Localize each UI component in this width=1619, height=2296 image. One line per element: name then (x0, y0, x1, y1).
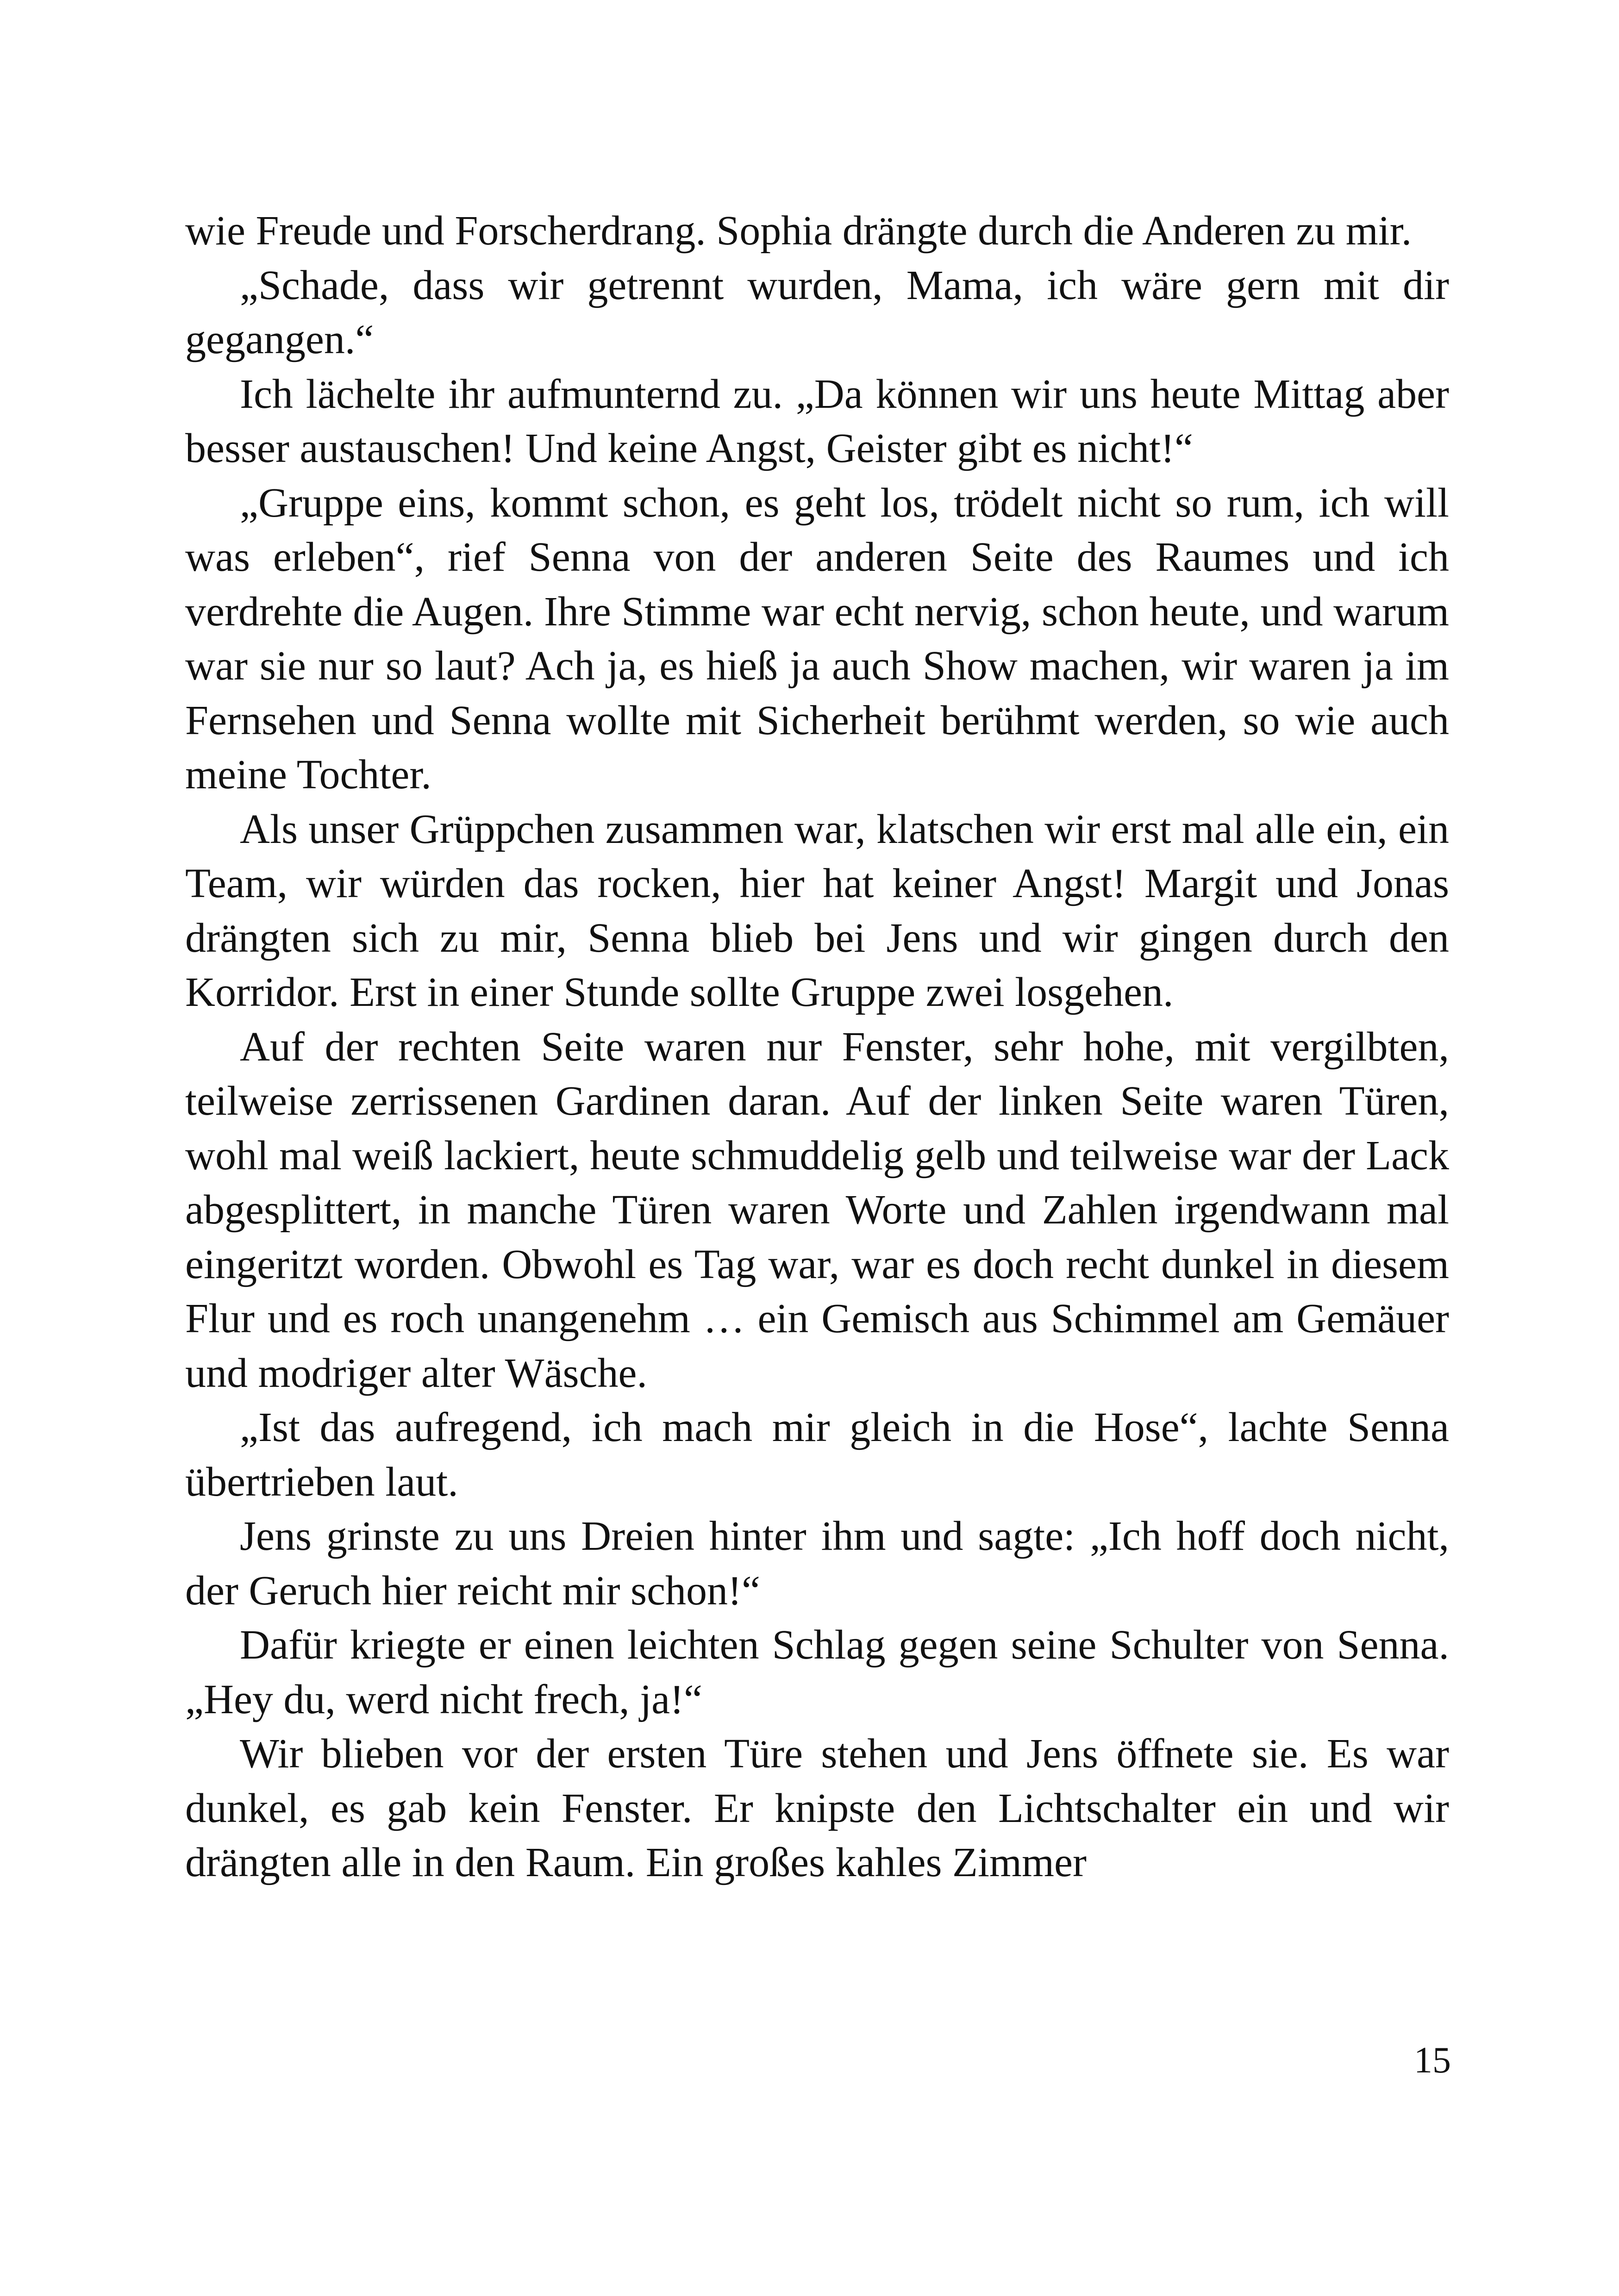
paragraph: Auf der rechten Seite waren nur Fenster, sehr hohe, mit vergilbten, teilweise zerrissenen Gardinen daran. Auf der linken Seite waren Türen, wohl mal weiß lackiert, heute schmuddelig gelb und teilweise war der Lack abgesplittert, in manche Türen waren Worte und Zahlen irgendwann mal eingeritzt worden. Obwohl es Tag war, war es doch recht dunkel in diesem Flur und es roch unangenehm … ein Gemisch aus Schimmel am Gemäuer und modriger alter Wäsche. (185, 1023, 1449, 1396)
paragraph: Wir blieben vor der ersten Türe stehen und Jens öffnete sie. Es war dunkel, es gab kein Fenster. Er knipste den Lichtschalter ein und wir drängten alle in den Raum. Ein großes kahles Zimmer (185, 1731, 1449, 1885)
body-text (185, 204, 1449, 1890)
paragraph: „Ist das aufregend, ich mach mir gleich in die Hose“, lachte Senna übertrieben laut. (185, 1404, 1449, 1505)
paragraph: „Gruppe eins, kommt schon, es geht los, trödelt nicht so rum, ich will was erleben“, rief Senna von der anderen Seite des Raumes und ich verdrehte die Augen. Ihre Stimme war echt nervig, schon heute, und warum war sie nur so laut? Ach ja, es hieß ja auch Show machen, wir waren ja im Fernsehen und Senna wollte mit Sicherheit berühmt werden, so wie auch meine Tochter. (185, 480, 1449, 798)
page-number: 15 (1414, 2040, 1451, 2081)
paragraph: Jens grinste zu uns Dreien hinter ihm und sagte: „Ich hoff doch nicht, der Geruch hier reicht mir schon!“ (185, 1513, 1449, 1614)
paragraph: Ich lächelte ihr aufmunternd zu. „Da können wir uns heute Mittag aber besser austauschen! Und keine Angst, Geister gibt es nicht!“ (185, 371, 1449, 471)
paragraph: wie Freude und Forscherdrang. Sophia drängte durch die Anderen zu mir. (185, 208, 1412, 254)
paragraph: Als unser Grüppchen zusammen war, klatschen wir erst mal alle ein, ein Team, wir würden das rocken, hier hat keiner Angst! Margit und Jonas drängten sich zu mir, Senna blieb bei Jens und wir gingen durch den Korridor. Erst in einer Stunde sollte Gruppe zwei losgehen. (185, 806, 1449, 1015)
paragraph: „Schade, dass wir getrennt wurden, Mama, ich wäre gern mit dir gegangen.“ (185, 262, 1449, 362)
paragraph: Dafür kriegte er einen leichten Schlag gegen seine Schulter von Senna. „Hey du, werd nicht frech, ja!“ (185, 1622, 1449, 1722)
